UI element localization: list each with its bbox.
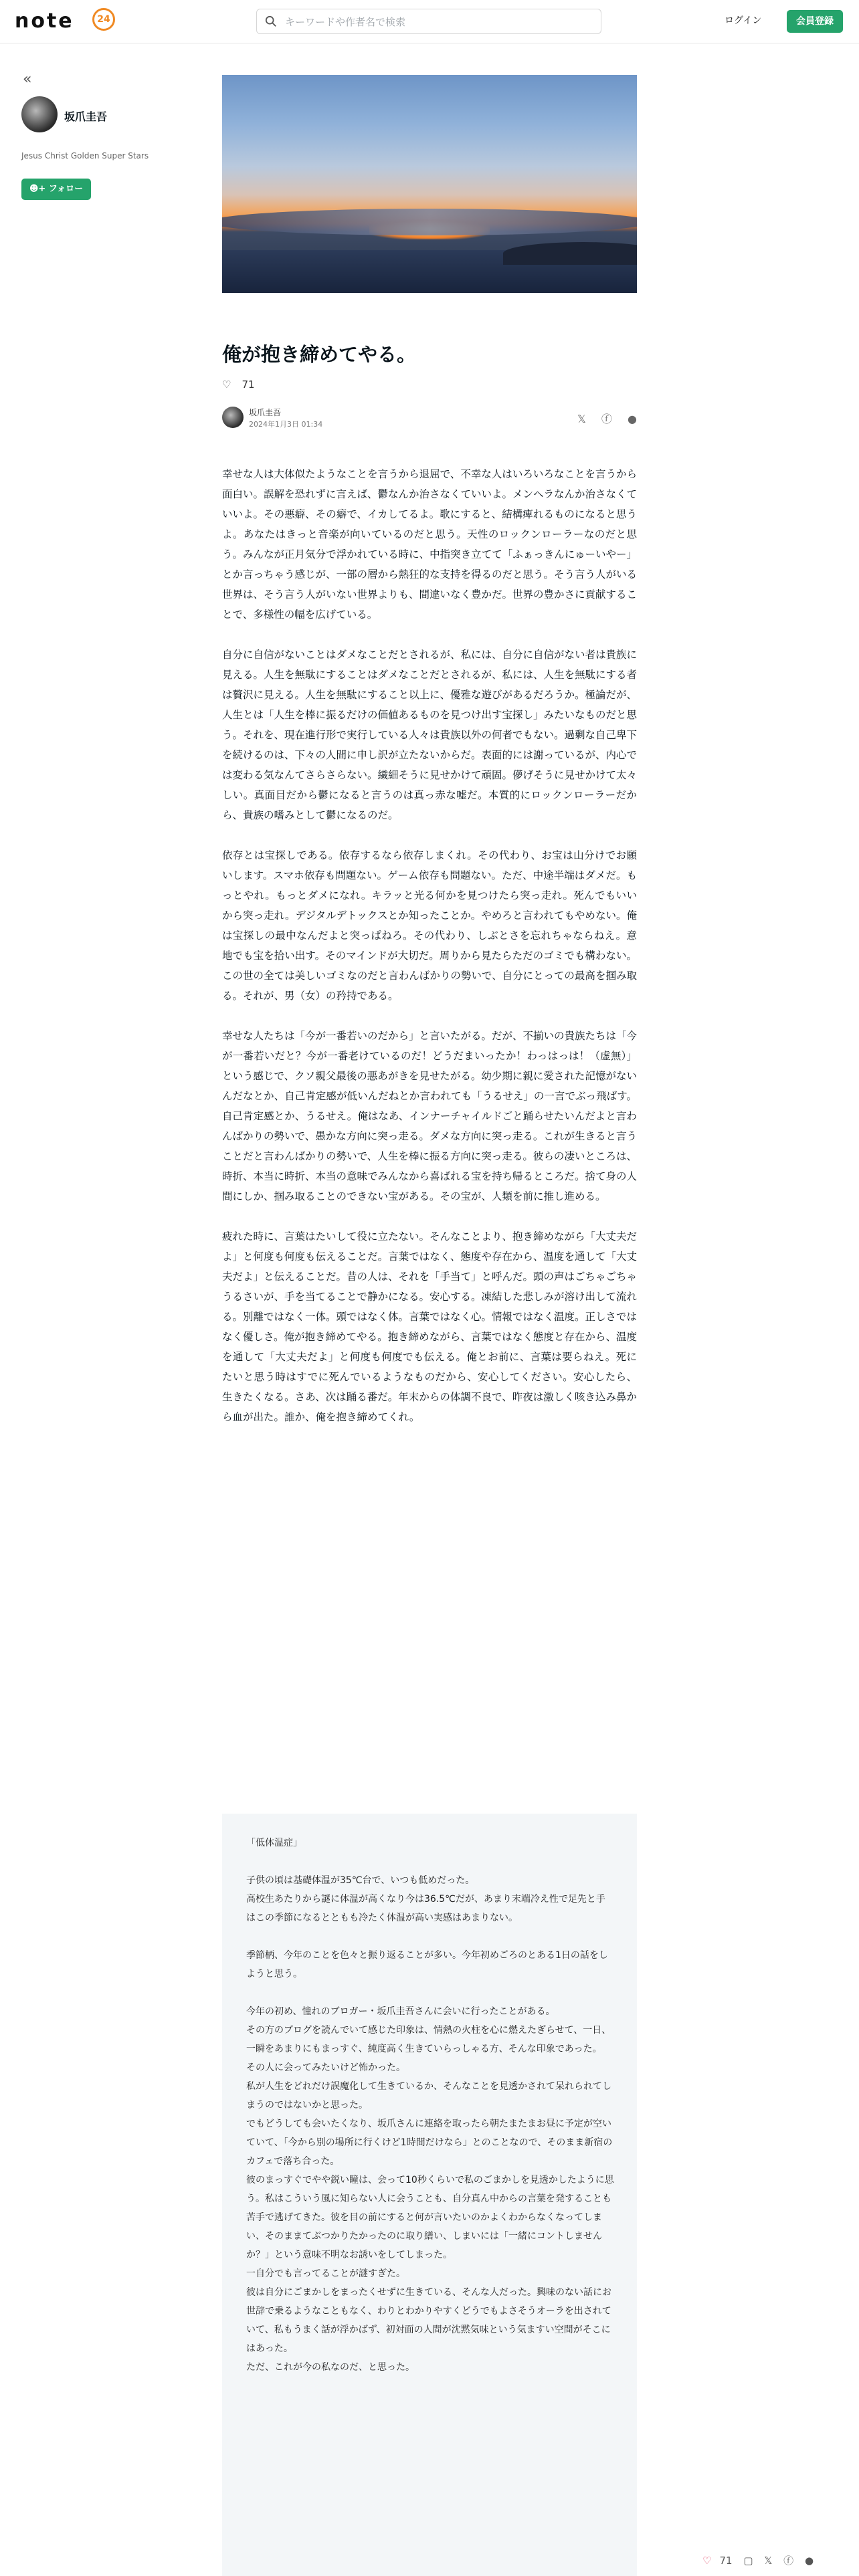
author-name[interactable]: 坂爪圭吾 [64,110,108,123]
paragraph: 自分に自信がないことはダメなことだとされるが、私には、自分に自信がない者は貴族に見える。人生を無駄にすることはダメなことだとされるが、私には、人生を無駄にする者は贅沢に見える。人生を無駄にすること以上に、優雅な遊びがあるだろうか。極論だが、人生とは「人生を棒に振るだけの価値あるものを見つけ出す宝探し」みたいなものだと思う。それを、現在進行形で実行している人々は貴族以外の何者でもない。過剰な自己卑下を続けるのは、下々の人間に申し訳が立たないからだ。表面的には謝っているが、内心では変わる気なんてさらさらない。繊細そうに見せかけて頑固。儚げそうに見せかけて太々しい。真面目だから鬱になると言うのは真っ赤な嘘だ。本質的にロックンローラーだから、貴族の嗜みとして鬱になるのだ。 [222,649,638,821]
quote-line: 高校生あたりから謎に体温が高くなり今は36.5℃だが、あまり末端冷え性で足先と手はこの季節になるとともも冷たく体温が高い実感はあまりない。 [246,1894,605,1923]
follow-label: フォロー [48,184,84,194]
paragraph: 依存とは宝探しである。依存するなら依存しまくれ。その代わり、お宝は山分けでお願いします。スマホ依存も問題ない。ゲーム依存も問題ない。ただ、中途半端はダメだ。もっとやれ。もっとダメになれ。キラッと光る何かを見つけたら突っ走れ。死んでもいいから突っ走れ。デジタルデトックスとか知ったことか。やめろと言われてもやめない。俺は宝探しの最中なんだよと突っぱねろ。その代わり、しぶとさを忘れちゃならねえ。意地でも宝を拾い出す。そのマインドが大切だ。周りから見たらただのゴミでも構わない。この世の全ては美しいゴミなのだと言わんばかりの勢いで、自分にとっての最高を掴み取る。それが、男（女）の矜持である。 [222,849,637,1002]
publish-date: 2024年1月3日 01:34 [249,420,323,429]
heart-icon[interactable]: ♡ [222,379,231,391]
collapse-sidebar-icon[interactable]: « [23,71,32,88]
share-buttons [565,411,637,426]
add-user-icon: ☻+ [29,184,49,194]
logo-badge: 24 [92,8,115,31]
line-share-icon[interactable]: ● [628,413,637,425]
quote-line: 彼は自分にごまかしをまったくせずに生きている、そんな人だった。興味のない話にお世辞で乗るようなこともなく、わりとわかりやすくどうでもよさそうオーラを出されていて、私もうまく話が浮かばず、初対面の人間が沈黙気味という気ますい空間がそこにはあった。 [246,2287,611,2354]
like-count[interactable] [222,379,255,391]
follow-button[interactable] [21,179,91,200]
quote-line: ただ、これが今の私なのだ、と思った。 [246,2362,415,2373]
paragraph: 疲れた時に、言葉はたいして役に立たない。そんなことより、抱き締めながら「大丈夫だよ」と何度も何度も伝えることだ。言葉ではなく、態度や存在から、温度を通して「大丈夫だよ」と伝えることだ。昔の人は、それを「手当て」と呼んだ。頭の声はごちゃごちゃうるさいが、手を当てることで静かになる。安心する。凍結した悲しみが溶け出して流れる。別離ではなく一体。頭ではなく体。言葉ではなく心。情報ではなく温度。正しさではなく優しさ。俺が抱き締めてやる。抱き締めながら、言葉ではなく態度と存在から、温度を通して「大丈夫だよ」と何度も何度でも伝える。俺とお前に、言葉は要らねえ。死にたいと思う時はすでに死んでいるようなものだから、安心してください。安心したら、生きたくなる。さあ、次は踊る番だ。年末からの体調不良で、昨夜は激しく咳き込み鼻から血が出た。誰か、俺を抱き締めてくれ。 [222,1230,638,1423]
quote-line: でもどうしても会いたくなり、坂爪さんに連絡を取ったら朝たまたまお昼に予定が空いていて、「今から別の場所に行くけど1時間だけなら」とのことなので、そのまま新宿のカフェで落ち合った。 [246,2119,613,2167]
signup-button[interactable]: 会員登録 [787,10,843,33]
x-share-icon[interactable]: 𝕏 [764,2555,773,2567]
quote-line: その人に会ってみたいけど怖かった。 [246,2062,405,2073]
article-title: 俺が抱き締めてやる。 [222,343,417,366]
line-share-icon[interactable]: ● [804,2555,814,2567]
article-byline [222,405,637,432]
logo-text[interactable]: note [15,9,74,33]
quote-line: 子供の頃は基礎体温が35℃台で、いつも低めだった。 [246,1875,475,1886]
header-image [222,75,637,293]
login-link[interactable]: ログイン [725,15,762,26]
facebook-share-icon[interactable]: ⓕ [601,413,612,425]
paragraph: 幸せな人たちは「今が一番若いのだから」と言いたがる。だが、不揃いの貴族たちは「今が一番若いだと？今が一番老けているのだ！どうだまいったか！わっはっは！（虚無）」という感じで、クソ親父最後の悪あがきを見せたがる。幼少期に親に愛された記憶がないんだなとか、自己肯定感が低いんだねとか言われても「うるせえ」の一言でぶっ飛ばす。自己肯定感とか、うるせえ。俺はなあ、インナーチャイルドごと踊らせたいんだよと言わんばかりの勢いで、愚かな方向に突っ走る。ダメな方向に突っ走る。これが生きると言うことだと言わんばかりの勢いで、人生を棒に振る方向に突っ走る。彼らの凄いところは、時折、本当に時折、本当の意味でみんなから喜ばれる宝を持ち帰るところだ。捨て身の人間にしか、掴み取ることのできない宝がある。その宝が、人類を前に推し進める。 [222,1030,638,1202]
facebook-share-icon[interactable]: ⓕ [783,2555,794,2567]
quote-line: 一自分でも言ってることが謎すぎた。 [246,2268,405,2279]
quote-line: 季節柄、今年のことを色々と振り返ることが多い。今年初めごろのとある1日の話をしようと思う。 [246,1950,608,1979]
heart-icon[interactable]: ♡ [702,2555,712,2567]
author-avatar[interactable] [21,96,58,132]
quote-line: 「低体温症」 [246,1838,302,1848]
byline-avatar[interactable] [222,407,244,428]
bottom-like-count: 71 [719,2555,733,2567]
like-count-value: 71 [242,379,255,391]
quote-line: 彼のまっすぐでやや鋭い瞳は、会って10秒くらいで私のごまかしを見透かしたように思う。私はこういう風に知らない人に会うことも、自分真ん中からの言葉を発することも苦手で逃げてきた。彼を目の前にすると何が言いたいのかよくわからなくなってしまい、そのままてぶつかりたかったのに取り繕い、しまいには「一緒にコントしませんか？」という意味不明なお誘いをしてしまった。 [246,2175,614,2260]
search-box[interactable] [256,9,601,34]
quote-line: 今年の初め、憧れのブロガー・坂爪圭吾さんに会いに行ったことがある。 [246,2006,555,2017]
search-input[interactable] [284,13,594,31]
quote-line: 私が人生をどれだけ誤魔化して生きているか、そんなことを見透かされて呆れられてしまうのではないかと思った。 [246,2081,611,2111]
quote-line: その方のブログを読んでいて感じた印象は、情熱の火柱を心に燃えたぎらせて、一日、一瞬をあまりにもまっすぐ、純度高く生きていらっしゃる方、そんな印象であった。 [246,2025,611,2054]
comment-icon[interactable]: ▢ [743,2555,753,2567]
blockquote [222,1814,637,2576]
byline-author[interactable]: 坂爪圭吾 [249,408,282,417]
top-header [0,0,859,43]
floating-action-bar [702,2553,859,2576]
author-bio: Jesus Christ Golden Super Stars [21,151,149,160]
search-icon [265,15,277,27]
paragraph: 幸せな人は大体似たようなことを言うから退屈で、不幸な人はいろいろなことを言うから面白い。誤解を恐れずに言えば、鬱なんか治さなくていいよ。メンヘラなんか治さなくていいよ。その悪癖、その癖で、イカしてるよ。歌にすると、結構痺れるものになると思うよ。あなたはきっと音楽が向いているのだと思う。天性のロックンローラーなのだと思う。みんなが正月気分で浮かれている時に、中指突き立てて「ふぁっきんにゅーいやー」とか言っちゃう感じが、一部の層から熱狂的な支持を得るのだと思う。そう言う人がいる世界は、そう言う人がいない世界よりも、間違いなく豊かだ。世界の豊かさに貢献することで、多様性の幅を広げている。 [222,468,638,621]
note-logo[interactable] [15,9,110,33]
x-share-icon[interactable]: 𝕏 [577,413,586,425]
article-body [222,464,637,1447]
